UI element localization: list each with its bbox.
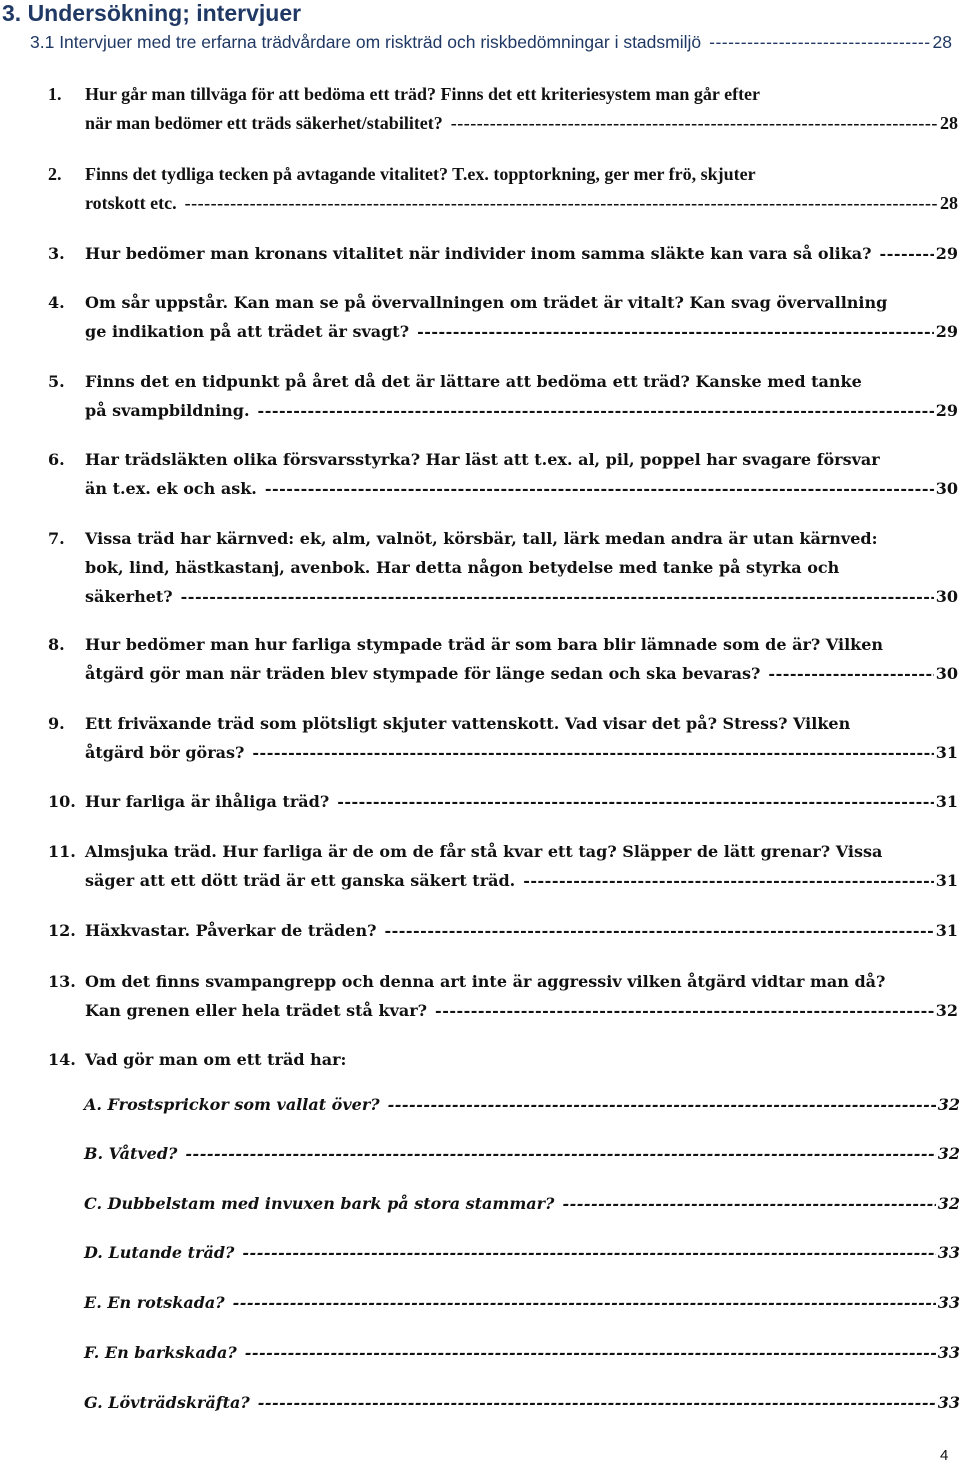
dot-leader [384, 916, 933, 945]
toc-page-number: 30 [935, 479, 958, 498]
toc-item-text: på svampbildning. [85, 401, 250, 420]
toc-item-text: säkerhet? [85, 587, 173, 606]
toc-page-number: 33 [937, 1293, 960, 1312]
dot-leader [709, 32, 930, 53]
toc-item-number: 9. [48, 714, 65, 733]
dot-leader [233, 1288, 936, 1317]
toc-item-text: Hur bedömer man kronans vitalitet när individer inom samma släkte kan vara så olika? [85, 244, 872, 263]
toc-item[interactable] [48, 239, 958, 268]
toc-item-number: 4. [48, 293, 65, 312]
dot-leader [768, 659, 933, 688]
toc-item[interactable] [48, 367, 958, 425]
toc-subitem-text: F. En barkskada? [84, 1343, 237, 1362]
toc-item-number: 8. [48, 635, 65, 654]
toc-item-number: 3. [48, 244, 65, 263]
toc-page-number: 31 [935, 743, 958, 762]
toc-page-number: 28 [940, 193, 958, 213]
dot-leader [185, 189, 938, 218]
toc-page-number: 28 [940, 113, 958, 133]
toc-item[interactable] [48, 1045, 958, 1074]
toc-item[interactable] [48, 916, 958, 945]
toc-subitem-text: B. Våtved? [84, 1144, 178, 1163]
toc-page-number: 33 [937, 1243, 960, 1262]
toc-page-number: 29 [935, 322, 958, 341]
toc-item-number: 1. [48, 84, 62, 104]
toc-item[interactable] [48, 837, 958, 895]
toc-subitem-text: G. Lövträdskräfta? [84, 1393, 250, 1412]
toc-page-number: 32 [937, 1095, 960, 1114]
dot-leader [258, 1388, 936, 1417]
toc-item-number: 6. [48, 450, 65, 469]
toc-page-number: 31 [935, 921, 958, 940]
dot-leader [388, 1090, 936, 1119]
toc-item-text: Om det finns svampangrepp och denna art inte är aggressiv vilken åtgärd vidtar man då? [85, 972, 886, 991]
toc-item-text: Kan grenen eller hela trädet stå kvar? [85, 1001, 428, 1020]
toc-page-number: 32 [935, 1001, 958, 1020]
toc-item-number: 7. [48, 529, 65, 548]
toc-subitem[interactable] [84, 1090, 960, 1119]
toc-item-number: 12. [48, 921, 76, 940]
toc-subitem[interactable] [84, 1338, 960, 1367]
dot-leader [417, 317, 934, 346]
toc-item-text: Om sår uppstår. Kan man se på övervallningen om trädet är vitalt? Kan svag övervallning [85, 293, 888, 312]
toc-item-text: än t.ex. ek och ask. [85, 479, 257, 498]
dot-leader [245, 1338, 936, 1367]
toc-item-number: 5. [48, 372, 65, 391]
toc-subheading[interactable] [30, 32, 952, 53]
toc-item-number: 10. [48, 792, 76, 811]
toc-subitem[interactable] [84, 1238, 960, 1267]
toc-item-text: Ett friväxande träd som plötsligt skjuter vattenskott. Vad visar det på? Stress? Vilken [85, 714, 851, 733]
page-number: 4 [940, 1447, 949, 1464]
toc-subitem-text: D. Lutande träd? [84, 1243, 235, 1262]
toc-item[interactable] [48, 967, 958, 1025]
dot-leader [451, 109, 938, 138]
dot-leader [181, 582, 934, 611]
toc-subitem-text: A. Frostsprickor som vallat över? [84, 1095, 380, 1114]
toc-item-text: Hur bedömer man hur farliga stympade träd är som bara blir lämnade som de är? Vilken [85, 635, 884, 654]
toc-item-text: Har trädsläkten olika försvarsstyrka? Har läst att t.ex. al, pil, poppel har svagare försvar [85, 450, 880, 469]
dot-leader [562, 1189, 935, 1218]
toc-item[interactable] [48, 524, 958, 611]
toc-item[interactable] [48, 288, 958, 346]
toc-item-text: Hur går man tillväga för att bedöma ett träd? Finns det ett kriteriesystem man går efter [85, 84, 761, 104]
toc-page-number: 33 [937, 1393, 960, 1412]
toc-item-text: Vissa träd har kärnved: ek, alm, valnöt, körsbär, tall, lärk medan andra är utan kärnved: [85, 529, 878, 548]
toc-item-number: 14. [48, 1050, 76, 1069]
toc-item[interactable] [48, 709, 958, 767]
toc-item-text: rotskott etc. [85, 193, 177, 213]
toc-page-number: 29 [935, 244, 958, 263]
toc-subitem[interactable] [84, 1139, 960, 1168]
toc-item-text: när man bedömer ett träds säkerhet/stabilitet? [85, 113, 443, 133]
toc-item-text: Finns det en tidpunkt på året då det är lättare att bedöma ett träd? Kanske med tanke [85, 372, 862, 391]
toc-subitem[interactable] [84, 1288, 960, 1317]
toc-item-number: 2. [48, 164, 62, 184]
toc-page-number: 31 [935, 871, 958, 890]
toc-item[interactable] [48, 630, 958, 688]
toc-item-text: ge indikation på att trädet är svagt? [85, 322, 410, 341]
toc-subitem-text: E. En rotskada? [84, 1293, 225, 1312]
toc-subitem[interactable] [84, 1388, 960, 1417]
dot-leader [337, 787, 934, 816]
toc-item-text: åtgärd gör man när träden blev stympade för länge sedan och ska bevaras? [85, 664, 761, 683]
toc-item-text: Finns det tydliga tecken på avtagande vitalitet? T.ex. topptorkning, ger mer frö, skjuter [85, 164, 756, 184]
toc-page-number: 29 [935, 401, 958, 420]
toc-page-number: 30 [935, 664, 958, 683]
toc-item-text: Hur farliga är ihåliga träd? [85, 792, 330, 811]
dot-leader [435, 996, 934, 1025]
dot-leader [880, 239, 934, 268]
toc-item-text: Vad gör man om ett träd har: [85, 1050, 347, 1069]
toc-page-number: 28 [932, 32, 952, 52]
toc-item[interactable] [48, 445, 958, 503]
toc-item[interactable] [48, 80, 958, 138]
toc-page-number: 30 [935, 587, 958, 606]
toc-page-number: 32 [937, 1144, 960, 1163]
dot-leader [523, 866, 933, 895]
toc-item[interactable] [48, 787, 958, 816]
dot-leader [265, 474, 934, 503]
toc-item-number: 11. [48, 842, 76, 861]
toc-item-text: Almsjuka träd. Hur farliga är de om de får stå kvar ett tag? Släpper de lätt grenar? Vissa [85, 842, 883, 861]
dot-leader [252, 738, 933, 767]
toc-item-number: 13. [48, 972, 76, 991]
toc-item-text: säger att ett dött träd är ett ganska säkert träd. [85, 871, 516, 890]
toc-subheading-text: 3.1 Intervjuer med tre erfarna trädvårdare om riskträd och riskbedömningar i stadsmiljö [30, 32, 702, 52]
toc-page-number: 32 [937, 1194, 960, 1213]
toc-subitem[interactable] [84, 1189, 960, 1218]
dot-leader [185, 1139, 935, 1168]
toc-page-number: 33 [937, 1343, 960, 1362]
toc-subitem-text: C. Dubbelstam med invuxen bark på stora stammar? [84, 1194, 555, 1213]
toc-page-number: 31 [935, 792, 958, 811]
toc-item-text: Häxkvastar. Påverkar de träden? [85, 921, 377, 940]
dot-leader [258, 396, 934, 425]
toc-item[interactable] [48, 160, 958, 218]
toc-item-text: bok, lind, hästkastanj, avenbok. Har detta någon betydelse med tanke på styrka och [85, 558, 840, 577]
dot-leader [242, 1238, 935, 1267]
section-heading: 3. Undersökning; intervjuer [2, 0, 302, 26]
toc-item-text: åtgärd bör göras? [85, 743, 245, 762]
